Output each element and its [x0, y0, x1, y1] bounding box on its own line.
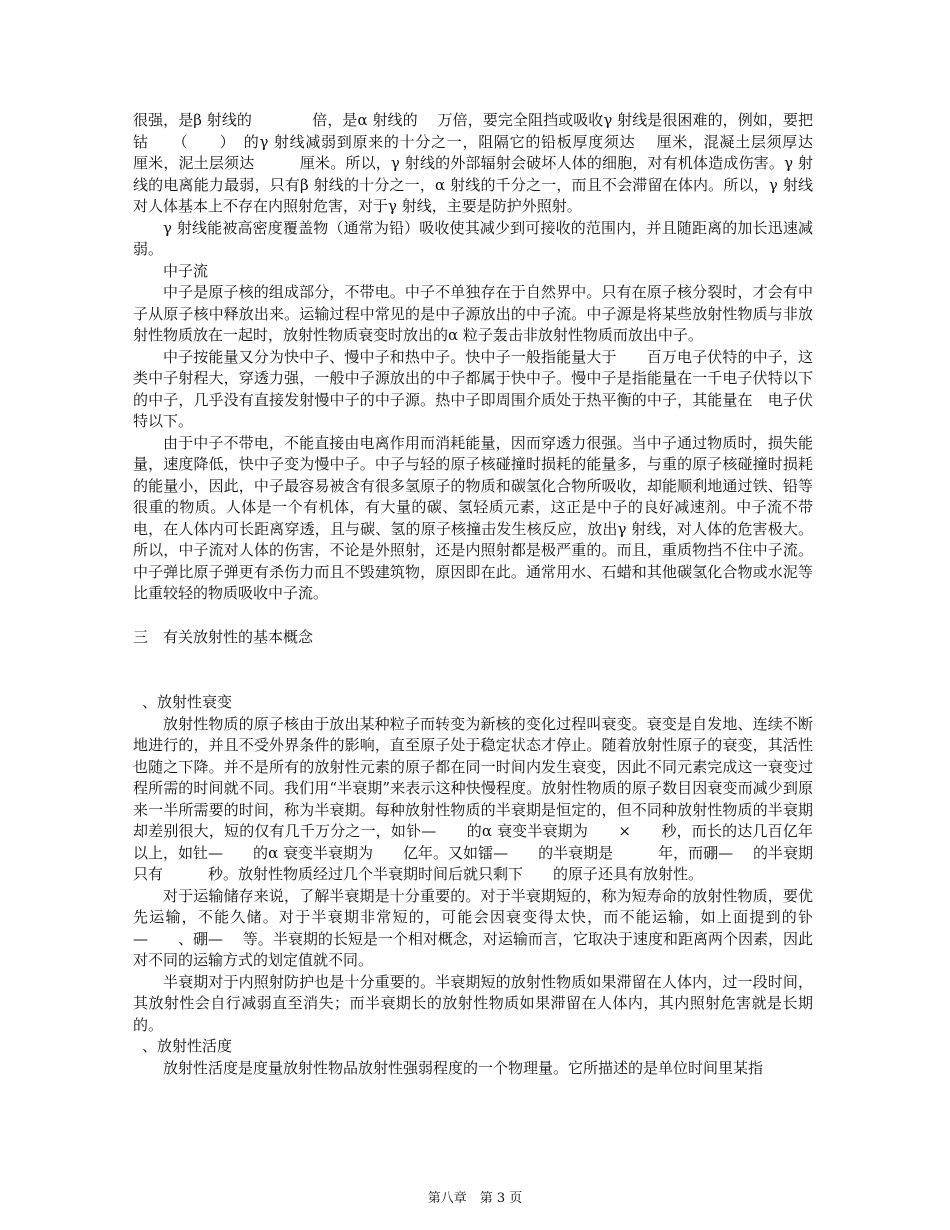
subheading-radioactivity: 、放射性活度 [142, 1037, 233, 1055]
subheading-neutron-flow: 中子流 [163, 261, 209, 280]
paragraph-transport-storage: 对于运输储存来说，了解半衰期是十分重要的。对于半衰期短的，称为短寿命的放射性物质，要优先运输，不能久储。对于半衰期非常短的，可能会因衰变得太快，而不能运输，如上面提到的钋— 、硼— 等。半衰期的长短是一个相对概念，对运输而言，它取决于速度和距离两个因素，因此对不同的运输方式的划定值就不同。 [133, 886, 813, 969]
paragraph-activity-definition: 放射性活度是度量放射性物品放射性强弱程度的一个物理量。它所描述的是单位时间里某指 [163, 1058, 764, 1077]
subheading-radioactive-decay: 、放射性衰变 [142, 693, 233, 711]
section-heading: 三 有关放射性的基本概念 [133, 627, 314, 646]
body-text [133, 110, 859, 1079]
paragraph-neutron-definition: 中子是原子核的组成部分，不带电。中子不单独存在于自然界中。只有在原子核分裂时，才会有中子从原子核中释放出来。运输过程中常见的是中子源放出的中子流。中子源是将某些放射性物质与非放射性物质放在一起时，放射性物质衰变时放出的α 粒子轰击非放射性物质而放出中子。 [133, 283, 813, 344]
paragraph-half-life: 放射性物质的原子核由于放出某种粒子而转变为新核的变化过程叫衰变。衰变是自发地、连续不断地进行的，并且不受外界条件的影响，直至原子处于稳定状态才停止。随着放射性原子的衰变，其活性也随之下降。并不是所有的放射性元素的原子都在同一时间内发生衰变，因此不同元素完成这一衰变过程所需的时间就不同。我们用“半衰期”来表示这种快慢程度。放射性物质的原子数目因衰变而减少到原来一半所需要的时间，称为半衰期。每种放射性物质的半衰期是恒定的，但不同种放射性物质的半衰期却差别很大，短的仅有几千万分之一，如钋— 的α 衰变半衰期为 × 秒，而长的达几百亿年以上，如钍— 的α 衰变半衰期为 亿年。又如镭— 的半衰期是 年，而硼— 的半衰期只有 秒。放射性物质经过几个半衰期时间后就只剩下 的原子还具有放射性。 [133, 714, 813, 883]
paragraph-gamma-absorption: γ 射线能被高密度覆盖物（通常为铅）吸收使其减少到可接收的范围内，并且随距离的加长迅速减弱。 [133, 218, 813, 258]
paragraph-neutron-penetration: 由于中子不带电，不能直接由电离作用而消耗能量，因而穿透力很强。当中子通过物质时，损失能量，速度降低，快中子变为慢中子。中子与轻的原子核碰撞时损耗的能量多，与重的原子核碰撞时损耗的能量小，因此，中子最容易被含有很多氢原子的物质和碳氢化合物所吸收，却能顺利地通过铁、铅等很重的物质。人体是一个有机体，有大量的碳、氢轻质元素，这正是中子的良好减速剂。中子流不带电，在人体内可长距离穿透，且与碳、氢的原子核撞击发生核反应，放出γ 射线，对人体的危害极大。所以，中子流对人体的伤害，不论是外照射，还是内照射都是极严重的。而且，重质物挡不住中子流。中子弹比原子弹更有杀伤力而且不毁建筑物，原因即在此。通常用水、石蜡和其他碳氢化合物或水泥等比重较轻的物质吸收中子流。 [133, 433, 813, 602]
paragraph-internal-protection: 半衰期对于内照射防护也是十分重要的。半衰期短的放射性物质如果滞留在人体内，过一段时间，其放射性会自行减弱直至消失；而半衰期长的放射性物质如果滞留在人体内，其内照射危害就是长期的。 [133, 972, 813, 1034]
page-footer: 第八章 第 3 页 [427, 1191, 523, 1206]
paragraph-gamma-intro: 很强，是β 射线的 倍，是α 射线的 万倍，要完全阻挡或吸收γ 射线是很困难的，例如，要把钴 （ ） 的γ 射线减弱到原来的十分之一，阻隔它的铅板厚度须达 厘米，混凝土层须厚达 厘米，泥土层须达 厘米。所以，γ 射线的外部辐射会破坏人体的细胞，对有机体造成伤害。γ 射线的电离能力最弱，只有β 射线的十分之一，α 射线的千分之一，而且不会滞留在体内。所以，γ 射线对人体基本上不存在内照射危害，对于γ 射线，主要是防护外照射。 [133, 111, 859, 215]
paragraph-neutron-energy: 中子按能量又分为快中子、慢中子和热中子。快中子一般指能量大于 百万电子伏特的中子，这类中子射程大，穿透力强，一般中子源放出的中子都属于快中子。慢中子是指能量在一千电子伏特以下的中子，几乎没有直接发射慢中子的中子源。热中子即周围介质处于热平衡的中子，其能量在 电子伏特以下。 [133, 347, 813, 430]
